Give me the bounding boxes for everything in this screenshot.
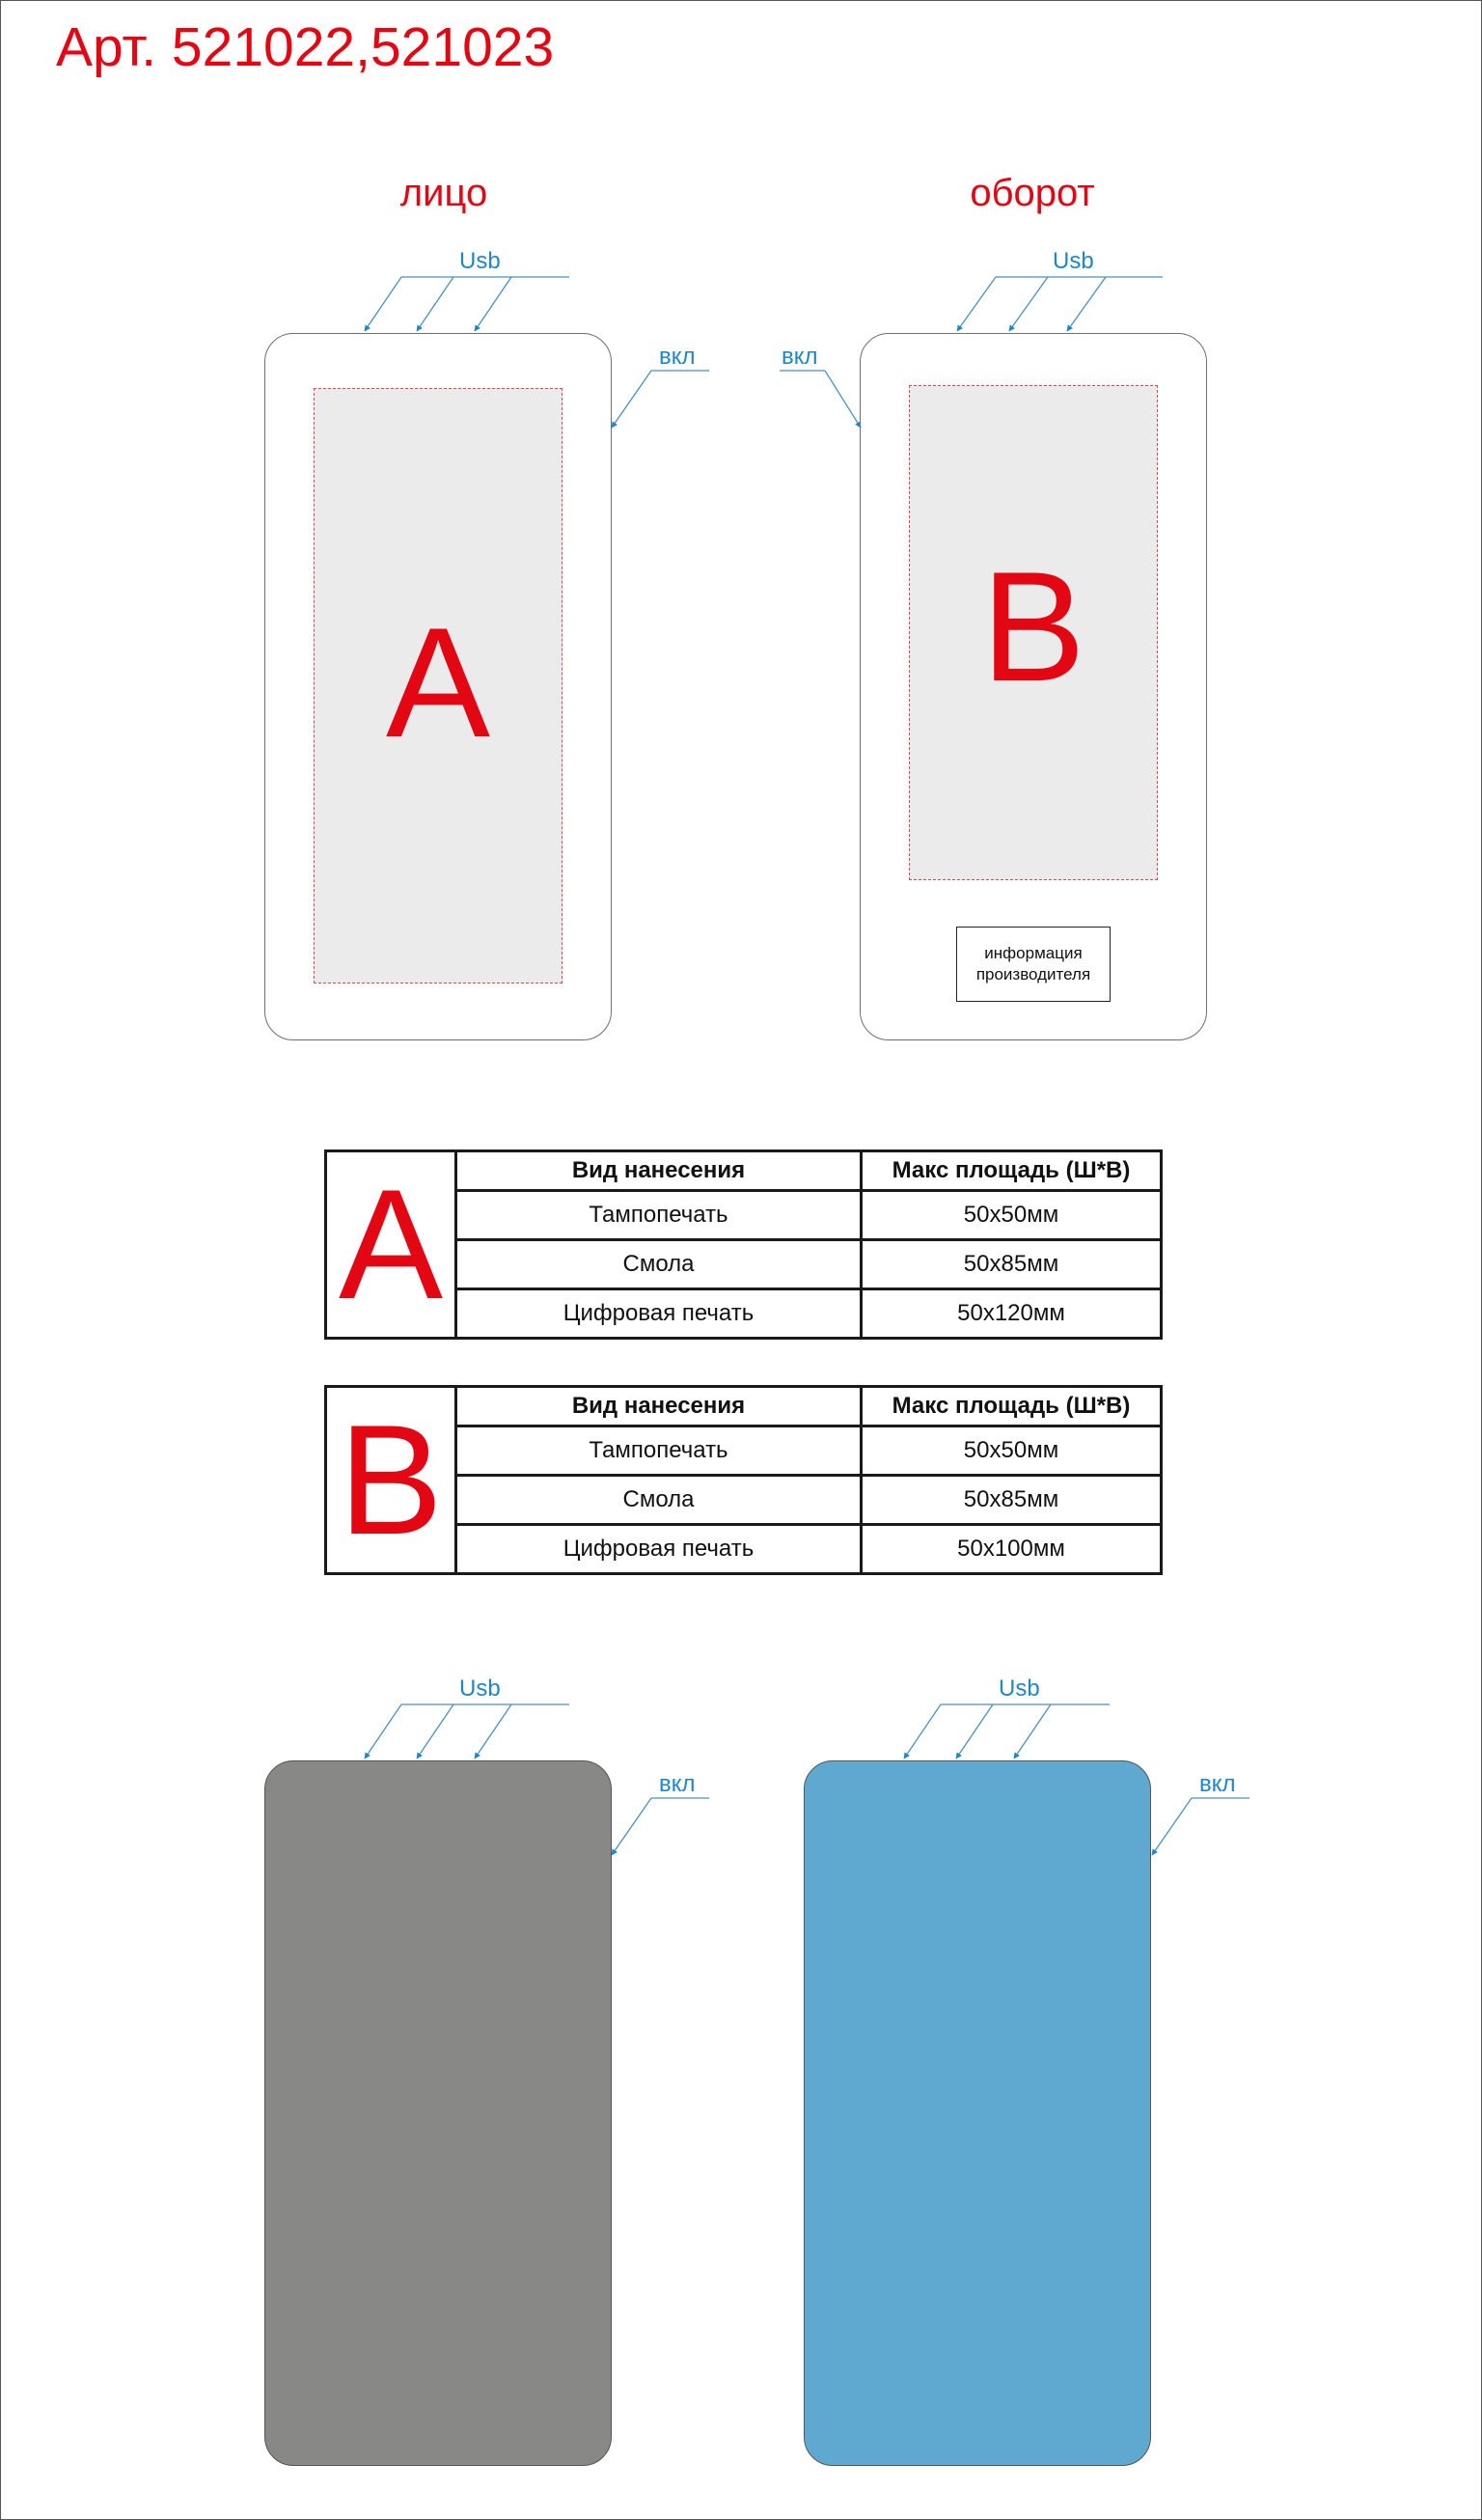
table-row bbox=[457, 1241, 1160, 1290]
spec-b-header-method: Вид нанесения bbox=[457, 1388, 863, 1425]
spec-a-area-2: 50х85мм bbox=[963, 1251, 1059, 1278]
front-zone-letter: A bbox=[385, 595, 491, 770]
spec-b-letter: B bbox=[327, 1388, 457, 1572]
spec-b-header-row bbox=[457, 1388, 1160, 1427]
info-box-line-2: производителя bbox=[975, 965, 1091, 983]
table-row bbox=[457, 1427, 1160, 1477]
manufacturer-info-box bbox=[956, 927, 1111, 1002]
spec-a-letter: A bbox=[327, 1152, 457, 1337]
table-row bbox=[457, 1290, 1160, 1337]
back-device-outline bbox=[860, 333, 1207, 1040]
spec-b-method-1: Тампопечать bbox=[457, 1427, 863, 1474]
spec-a-area-1: 50х50мм bbox=[963, 1202, 1059, 1229]
spec-b-area-3: 50х100мм bbox=[957, 1536, 1065, 1563]
front-print-zone bbox=[314, 388, 563, 983]
front-device-outline bbox=[264, 333, 612, 1040]
spec-b-method-2: Смола bbox=[457, 1477, 863, 1523]
blue-variant-body bbox=[804, 1760, 1151, 2466]
spec-a-grid bbox=[457, 1152, 1160, 1337]
spec-b-area-1: 50х50мм bbox=[963, 1437, 1059, 1464]
spec-b-area-2: 50х85мм bbox=[963, 1486, 1059, 1513]
spec-a-method-2: Смола bbox=[457, 1241, 863, 1288]
gray-variant-usb-label: Usb bbox=[459, 1675, 501, 1702]
spec-a-area-3: 50х120мм bbox=[957, 1300, 1065, 1327]
article-title: Арт. 521022,521023 bbox=[56, 16, 555, 78]
spec-table-b bbox=[324, 1385, 1163, 1575]
info-box-line-1: информация bbox=[984, 944, 1083, 962]
table-row bbox=[457, 1526, 1160, 1572]
spec-a-method-1: Тампопечать bbox=[457, 1192, 863, 1238]
gray-variant-power-label: вкл bbox=[659, 1771, 696, 1797]
back-print-zone bbox=[909, 385, 1158, 880]
front-view-label: лицо bbox=[399, 172, 488, 214]
back-zone-letter: B bbox=[980, 540, 1086, 714]
front-usb-label: Usb bbox=[459, 248, 501, 274]
spec-b-header-area: Макс площадь (Ш*В) bbox=[892, 1393, 1131, 1420]
spec-b-method-3: Цифровая печать bbox=[457, 1526, 863, 1572]
gray-variant-body bbox=[264, 1760, 612, 2466]
back-usb-label: Usb bbox=[1053, 248, 1094, 274]
spec-a-method-3: Цифровая печать bbox=[457, 1290, 863, 1337]
spec-a-header-area: Макс площадь (Ш*В) bbox=[892, 1157, 1131, 1184]
back-view-label: оборот bbox=[970, 172, 1095, 214]
spec-a-header-row bbox=[457, 1152, 1160, 1192]
table-row bbox=[457, 1192, 1160, 1241]
blue-variant-power-label: вкл bbox=[1199, 1771, 1236, 1797]
spec-a-header-method: Вид нанесения bbox=[457, 1152, 863, 1189]
spec-b-grid bbox=[457, 1388, 1160, 1572]
back-power-label: вкл bbox=[782, 344, 818, 370]
front-power-label: вкл bbox=[659, 344, 696, 370]
table-row bbox=[457, 1477, 1160, 1526]
spec-table-a bbox=[324, 1149, 1163, 1340]
blue-variant-usb-label: Usb bbox=[999, 1675, 1040, 1702]
